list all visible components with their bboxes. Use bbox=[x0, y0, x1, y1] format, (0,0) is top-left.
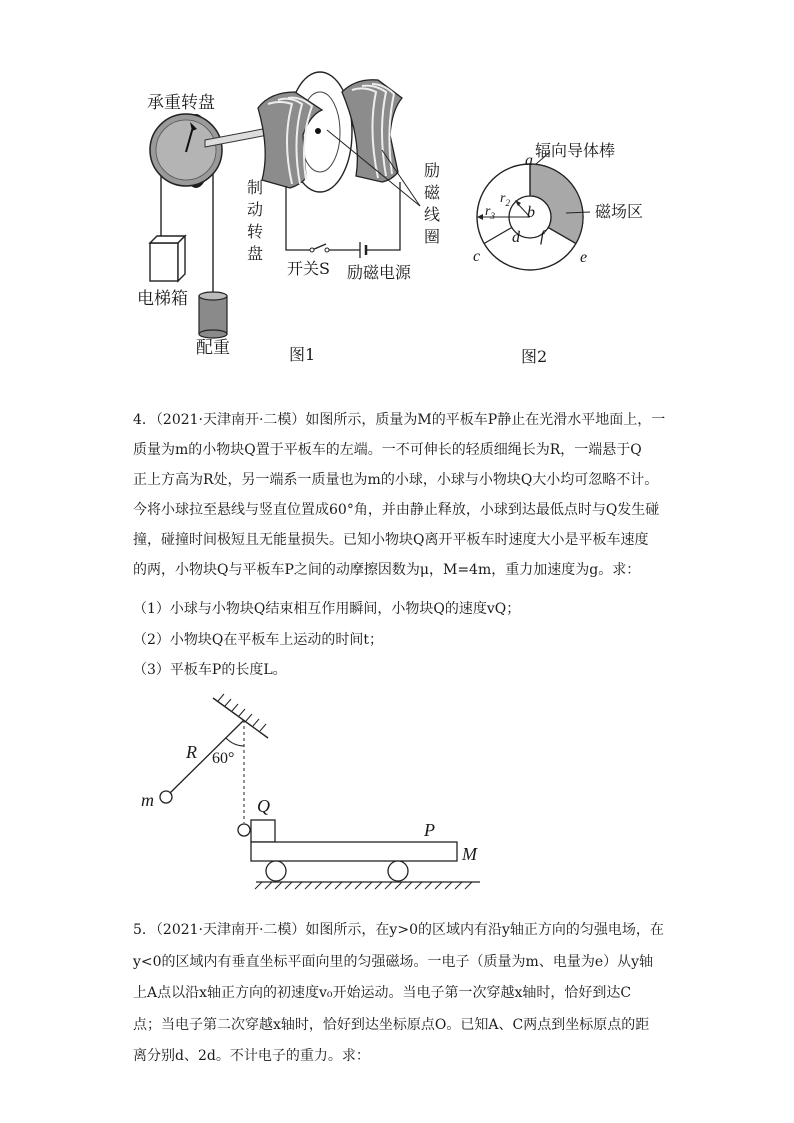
q4-line-5: 撞，碰撞时间极短且无能量损失。已知小物块Q离开平板车时速度大小是平板车速度 bbox=[133, 532, 649, 548]
q4-line-2: 质量为m的小物块Q置于平板车的左端。一不可伸长的轻质细绳长为R，一端悬于Q bbox=[133, 442, 642, 458]
r3-label: $r_3$ bbox=[485, 204, 495, 221]
q4-line-3: 正上方高为R处，另一端系一质量也为m的小球，小球与小物块Q大小均可忽略不计。 bbox=[133, 472, 659, 488]
letter-a: a bbox=[525, 152, 533, 169]
q4-line-4: 今将小球拉至悬线与竖直位置成60°角，并由静止释放，小球到达最低点时与Q发生碰 bbox=[133, 502, 660, 518]
q4-subquestion-3: （3）平板车P的长度L。 bbox=[133, 662, 287, 678]
brake-disc-label-2: 动 bbox=[247, 200, 264, 219]
q5-line-2: y<0的区域内有垂直坐标平面向里的匀强磁场。一电子（质量为m、电量为e）从y轴 bbox=[133, 954, 654, 970]
brake-disc-label-1: 制 bbox=[247, 178, 264, 197]
q5-line-1: 5．（2021·天津南开·二模）如图所示，在y>0的区域内有沿y轴正方向的匀强电场，在 bbox=[133, 922, 664, 938]
coil-label-4: 圈 bbox=[424, 227, 441, 246]
q4-subquestion-1: （1）小球与小物块Q结束相互作用瞬间，小物块Q的速度vQ； bbox=[133, 601, 521, 617]
coil-label-1: 励 bbox=[424, 161, 441, 180]
letter-d: d bbox=[512, 229, 520, 246]
coil-label-3: 线 bbox=[424, 205, 441, 224]
brake-disc-label-3: 转 bbox=[247, 222, 264, 241]
letter-e: e bbox=[580, 249, 588, 266]
q4-subquestion-2: （2）小物块Q在平板车上运动的时间t； bbox=[133, 632, 384, 648]
letter-f: f bbox=[540, 228, 545, 245]
counterweight-label: 配重 bbox=[196, 338, 230, 358]
q5-line-3: 上A点以沿x轴正方向的初速度v₀开始运动。当电子第一次穿越x轴时，恰好到达C bbox=[133, 985, 632, 1001]
turntable-label: 承重转盘 bbox=[147, 93, 215, 113]
label-Q: Q bbox=[257, 796, 270, 816]
rod-label: 辐向导体棒 bbox=[535, 141, 616, 160]
switch-label: 开关S bbox=[287, 259, 330, 278]
label-m: m bbox=[141, 790, 154, 810]
label-M: M bbox=[462, 844, 477, 864]
label-P: P bbox=[424, 820, 435, 840]
figure-1-caption: 图1 bbox=[289, 345, 316, 364]
letter-c: c bbox=[473, 248, 481, 265]
label-angle: 60° bbox=[212, 750, 235, 767]
coil-label-2: 磁 bbox=[424, 183, 441, 202]
q5-line-5: 离分别d、2d。不计电子的重力。求： bbox=[133, 1048, 370, 1064]
power-label: 励磁电源 bbox=[347, 263, 412, 282]
brake-disc-label-4: 盘 bbox=[247, 244, 264, 263]
label-R: R bbox=[186, 742, 197, 762]
figure-2-caption: 图2 bbox=[521, 347, 548, 366]
q4-line-6: 的两，小物块Q与平板车P之间的动摩擦因数为μ，M=4m，重力加速度为g。求： bbox=[133, 562, 641, 578]
letter-b: b bbox=[527, 204, 535, 221]
elevator-label: 电梯箱 bbox=[137, 289, 188, 309]
field-label: 磁场区 bbox=[595, 202, 644, 221]
q5-line-4: 点；当电子第二次穿越x轴时，恰好到达坐标原点O。已知A、C两点到坐标原点的距 bbox=[133, 1017, 650, 1033]
r2-label: $r_2$ bbox=[500, 191, 510, 208]
q4-line-1: 4．（2021·天津南开·二模）如图所示，质量为M的平板车P静止在光滑水平地面上，一 bbox=[133, 412, 666, 428]
